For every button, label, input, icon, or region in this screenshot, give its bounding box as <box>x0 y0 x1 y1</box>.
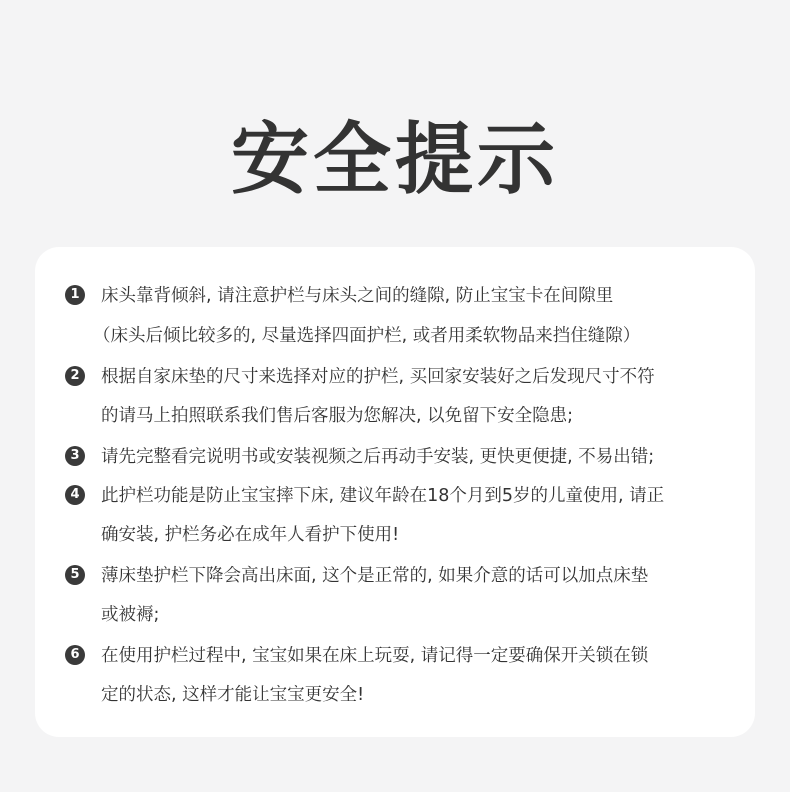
safety-tips-card <box>35 247 755 737</box>
item-text-line: 确安装, 护栏务必在成年人看护下使用! <box>101 525 400 545</box>
item-text-line: 根据自家床垫的尺寸来选择对应的护栏, 买回家安装好之后发现尺寸不符 <box>101 367 655 387</box>
number-5-icon: 5 <box>65 565 85 585</box>
number-4-icon: 4 <box>65 485 85 505</box>
number-6-icon: 6 <box>65 645 85 665</box>
item-text-line: （床头后倾比较多的, 尽量选择四面护栏, 或者用柔软物品来挡住缝隙） <box>93 326 641 346</box>
item-text-line: 或被褥; <box>101 605 160 625</box>
item-text-line: 在使用护栏过程中, 宝宝如果在床上玩耍, 请记得一定要确保开关锁在锁 <box>101 646 649 666</box>
item-text-line: 请先完整看完说明书或安装视频之后再动手安装, 更快更便捷, 不易出错; <box>101 447 655 467</box>
item-text-line: 的请马上拍照联系我们售后客服为您解决, 以免留下安全隐患; <box>101 406 574 426</box>
item-text-line: 床头靠背倾斜, 请注意护栏与床头之间的缝隙, 防止宝宝卡在间隙里 <box>101 286 614 306</box>
number-2-icon: 2 <box>65 366 85 386</box>
item-text-line: 薄床垫护栏下降会高出床面, 这个是正常的, 如果介意的话可以加点床垫 <box>101 566 649 586</box>
page-title: 安全提示 <box>230 115 559 205</box>
number-3-icon: 3 <box>65 446 85 466</box>
item-text-line: 此护栏功能是防止宝宝摔下床, 建议年龄在18个月到5岁的儿童使用, 请正 <box>101 486 665 506</box>
item-text-line: 定的状态, 这样才能让宝宝更安全! <box>101 685 365 705</box>
number-1-icon: 1 <box>65 285 85 305</box>
